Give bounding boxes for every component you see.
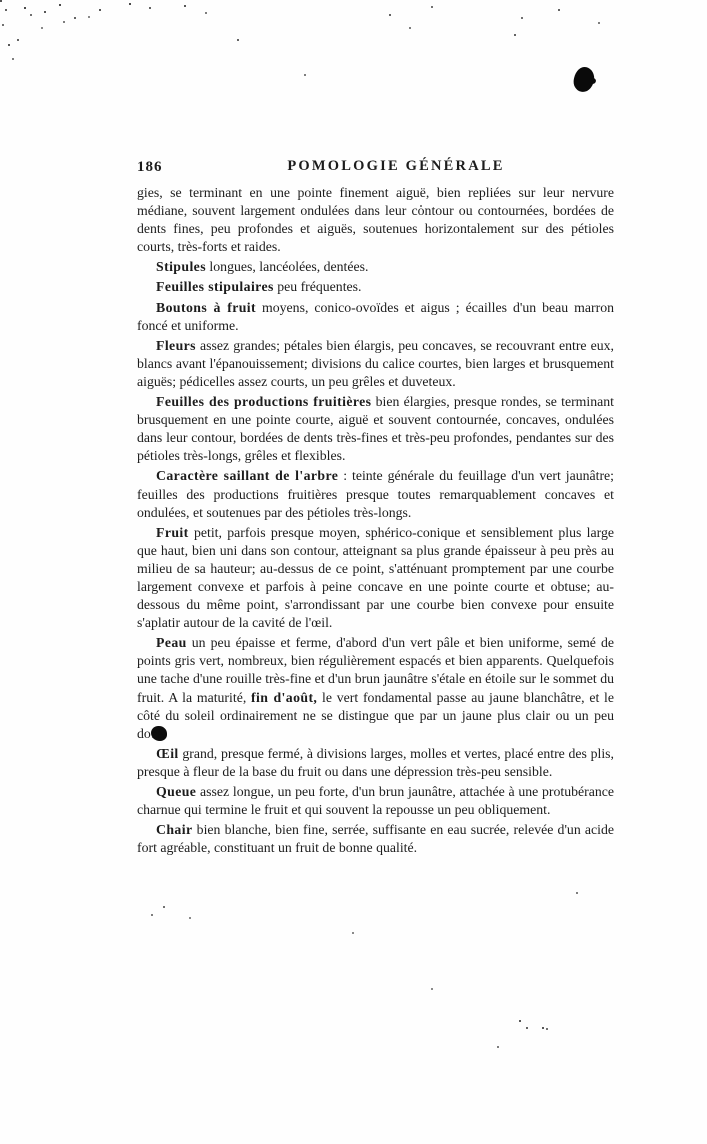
ink-smudge-over-word: ré.: [151, 725, 166, 741]
paragraph-lead: Caractère saillant de l'arbre: [156, 468, 339, 484]
paragraph-peau: [137, 634, 614, 743]
paragraph-text: un peu épaisse et ferme, d'abord d'un vert pâle et bien uniforme, semé de points gris vert, nombreux, bien régulièrement espacés et bien apparents. Quelquefois une tache d'une rouille très-fine et d'un brun jaunâtre s'étale en étoile sur le sommet du fruit. A la maturité,: [137, 635, 614, 705]
paragraph-lead: Fruit: [156, 524, 189, 540]
paragraph-text: assez grandes; pétales bien élargis, peu concaves, se recouvrant entre eux, blancs avant l'épanouissement; divisions du calice courtes, bien larges et brusquement aiguës; pédicelles assez courts, un peu grêles et duveteux.: [137, 337, 614, 389]
paragraph-chair: [137, 821, 614, 857]
paragraph-text: grand, presque fermé, à divisions larges, molles et vertes, placé entre des plis, presque à fleur de la base du fruit ou dans une dépression très-peu sensible.: [137, 745, 614, 779]
paragraph-feuilles-stipulaires: [137, 278, 614, 296]
paragraph-text: bien élargies, presque rondes, se terminant brusquement en une pointe courte, aiguë et souvent contournée, concaves, ondulées dans leur contour, bordées de dents très-fines et très-peu profondes, pendantes sur des pétioles très-longs, grêles et flexibles.: [137, 394, 614, 464]
paragraph-lead: Peau: [156, 635, 187, 651]
paragraph-lead: Chair: [156, 822, 193, 838]
paragraph-lead: Boutons à fruit: [156, 299, 257, 315]
paragraph-continuation: [137, 184, 614, 256]
paragraph-feuilles-productions: [137, 393, 614, 465]
paragraph-lead: Œil: [156, 745, 179, 761]
paragraph-fruit: [137, 524, 614, 633]
paragraph-caractere-saillant: [137, 467, 614, 521]
paragraph-text: bien blanche, bien fine, serrée, suffisante en eau sucrée, relevée d'un acide fort agréable, constituant un fruit de bonne qualité.: [137, 822, 614, 856]
paragraph-lead: Queue: [156, 784, 197, 799]
paragraph-lead: Feuilles stipulaires: [156, 279, 274, 295]
scan-noise-specks: [0, 0, 1, 1]
paragraph-queue: [137, 783, 614, 819]
paragraph-text: petit, parfois presque moyen, sphérico-conique et sensiblement plus large que haut, bien uni dans son contour, atteignant sa plus grande épaisseur à peu près au milieu de sa hauteur; au-dessus de ce point, s'atténuant promptement par une courbe largement convexe et parfois à peine concave en une pointe courte et obtuse; au-dessous du même point, s'arrondissant par une courbe bien convexe pour ensuite s'aplatir autour de la cavité de l'œil.: [137, 524, 614, 631]
paragraph-text: gies, se terminant en une pointe finement aiguë, bien repliées sur leur nervure médiane, souvent largement ondulées dans leur contour ou contournées, bordées de dents fines, peu profondes et aiguës, soutenues horizontalement sur des pétioles courts, très-forts et raides.: [137, 185, 614, 255]
paragraph-text: : teinte générale du feuillage d'un vert jaunâtre; feuilles des productions fruitières presque toutes remarquablement concaves et ondulées, et soutenues par des pétioles très-longs.: [137, 468, 614, 520]
paragraph-text: assez longue, un peu forte, d'un brun jaunâtre, attachée à une protubérance charnue qui termine le fruit et qui souvent la repousse un peu obliquement.: [137, 784, 614, 818]
paragraph-boutons-a-fruit: [137, 299, 614, 335]
paragraph-text: longues, lancéolées, dentées.: [205, 259, 369, 275]
paragraph-text: moyens, conico-ovoïdes et aigus ; écailles d'un beau marron foncé et uniforme.: [137, 299, 614, 333]
paragraph-fleurs: [137, 337, 614, 391]
page-title: POMOLOGIE GÉNÉRALE: [287, 158, 505, 174]
bold-inline-fin-daout: fin d'août,: [251, 689, 318, 705]
paragraph-text: le vert fondamental passe au jaune blanchâtre, et le côté du soleil ordinairement ne se distingue que par un jaune plus clair ou un peu do: [137, 689, 614, 741]
page-number: 186: [137, 159, 163, 175]
paragraph-oeil: [137, 745, 614, 781]
paragraph-stipules: [137, 258, 614, 276]
paragraph-lead: Feuilles des productions fruitières: [156, 394, 372, 410]
paragraph-text: peu fréquentes.: [273, 279, 362, 295]
paragraph-lead: Stipules: [156, 259, 206, 275]
ink-blot: [572, 65, 597, 94]
paragraph-lead: Fleurs: [156, 337, 196, 353]
page-body: [137, 184, 614, 859]
running-header: [137, 156, 613, 178]
